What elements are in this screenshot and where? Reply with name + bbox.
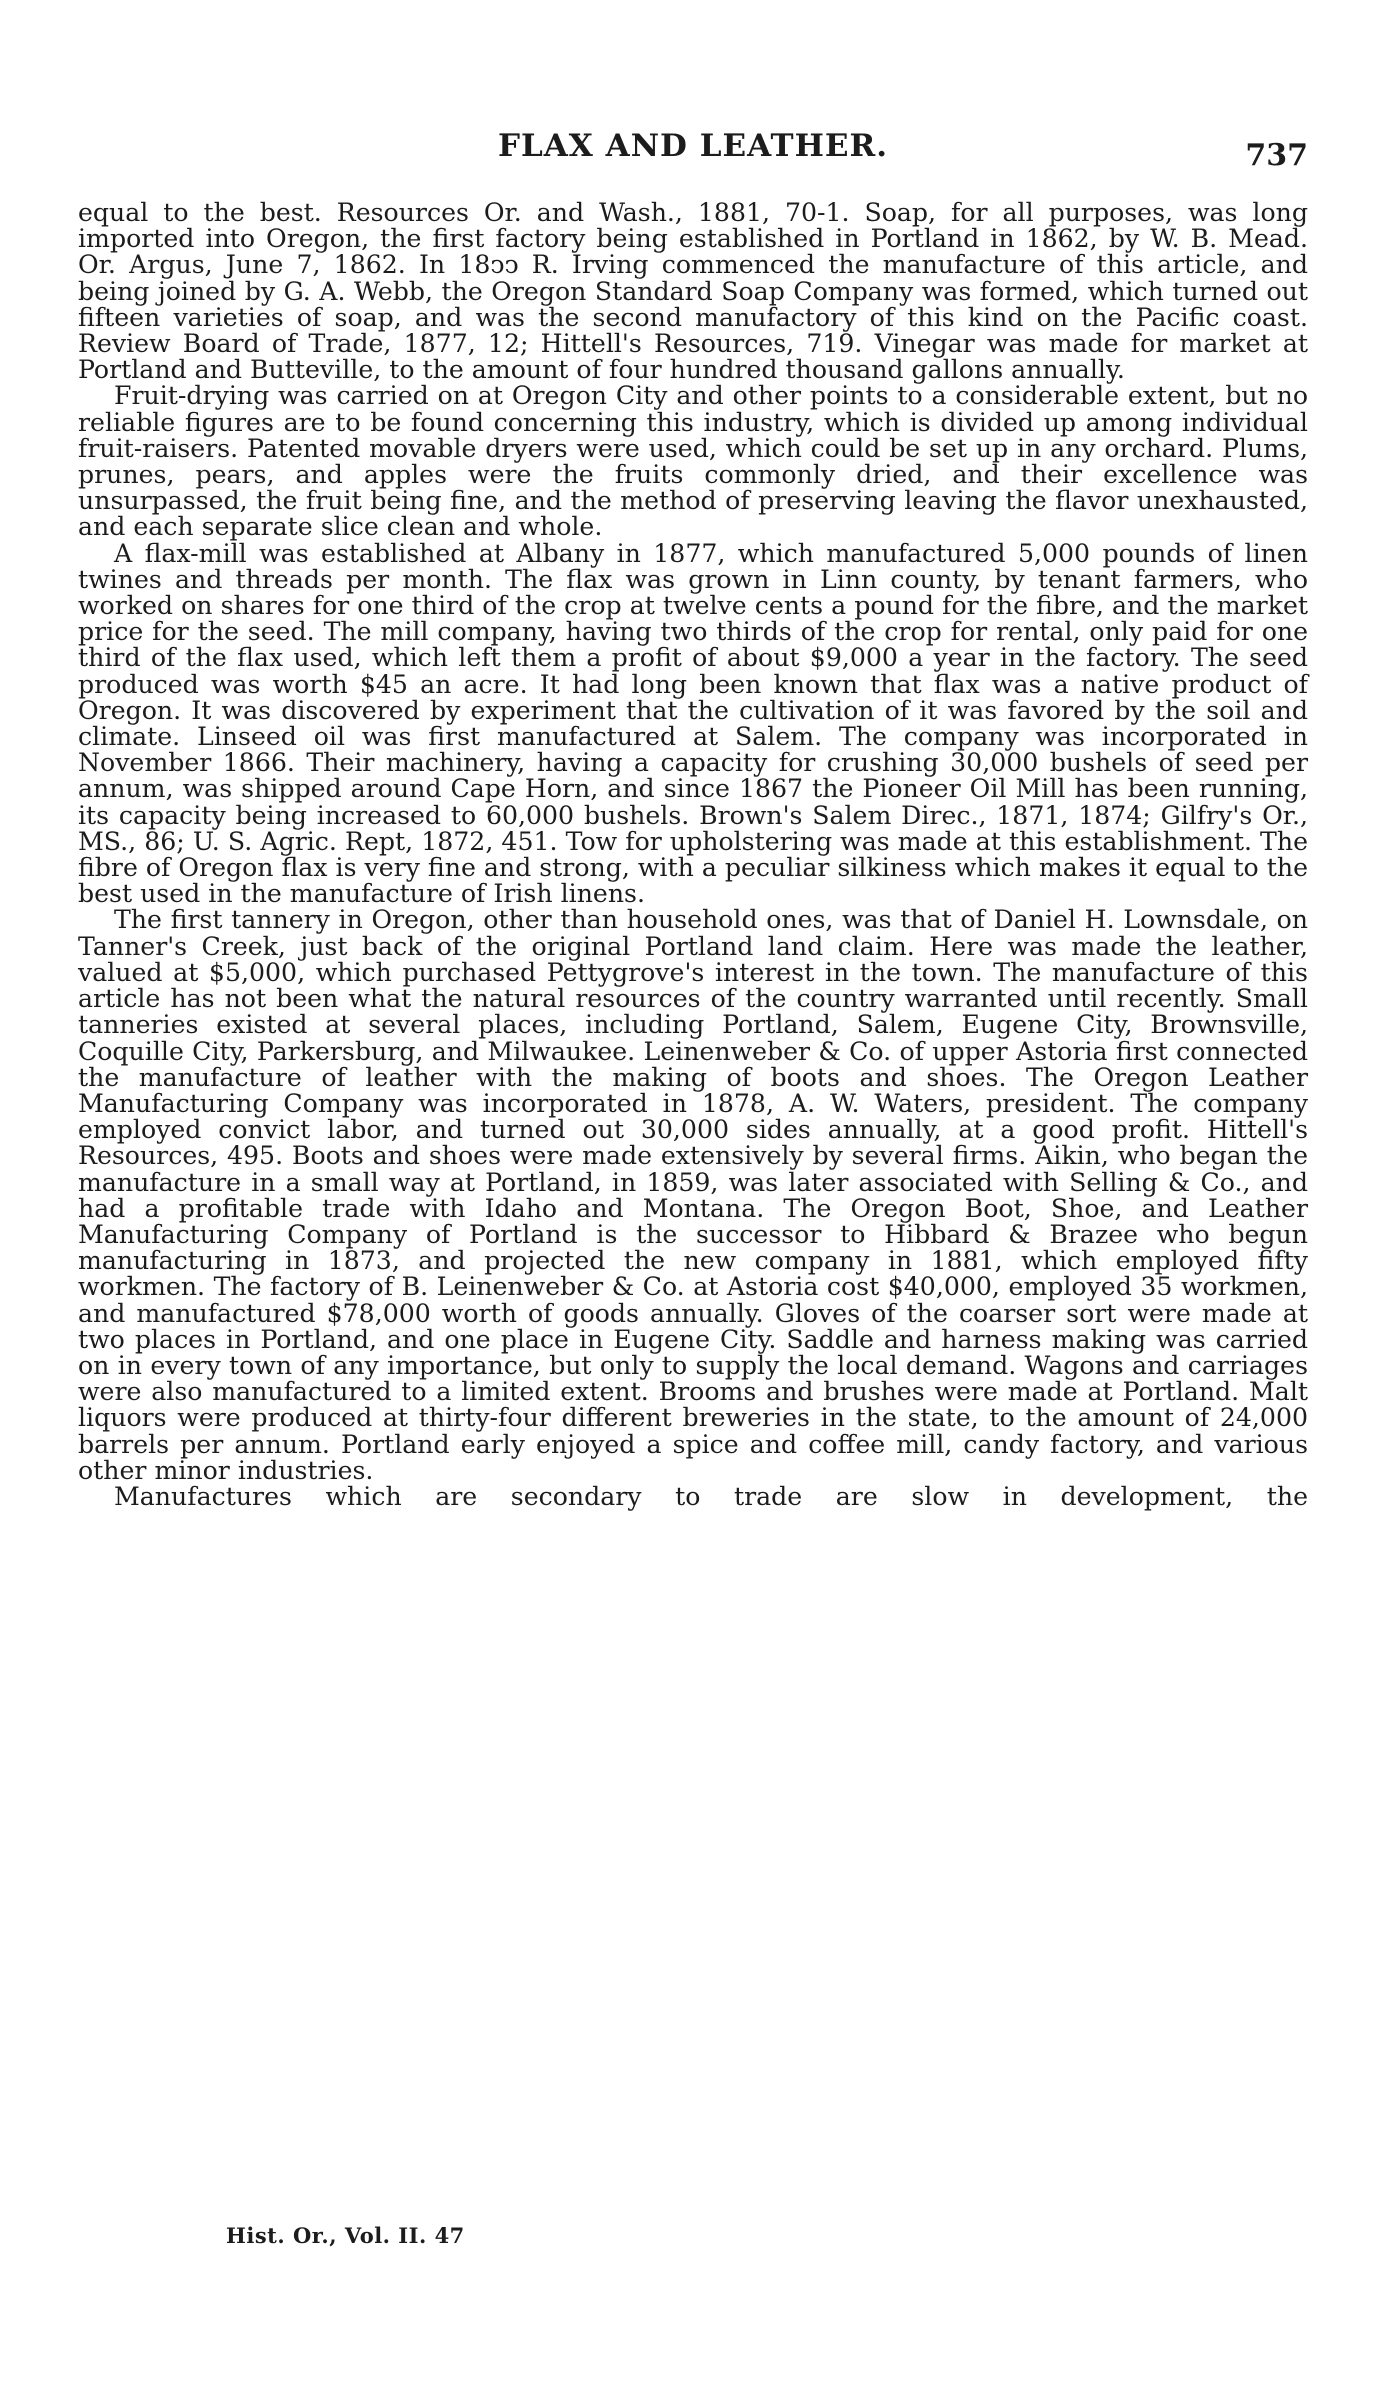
paragraph-tannery: The first tannery in Oregon, other than household ones, was that of Daniel H. Lownsdale, on Tanner's Creek, just back of the original Portland land claim. Here was made the leather, valued at $5,000, which purchased Pettygrove's interest in the town. The manufacture of this article has not been what the natural resources of the country warranted until recently. Small tanneries existed at several places, including Portland, Salem, Eugene City, Brownsville, Coquille City, Parkersburg, and Milwaukee. Leinenweber & Co. of upper Astoria first connected the manufacture of leather with the making of boots and shoes. The Oregon Leather Manufacturing Company was incorporated in 1878, A. W. Waters, president. The company employed convict labor, and turned out 30,000 sides annually, at a good profit. Hittell's Resources, 495. Boots and shoes were made extensively by several firms. Aikin, who began the manufacture in a small way at Portland, in 1859, was later associated with Selling & Co., and had a profitable trade with Idaho and Montana. The Oregon Boot, Shoe, and Leather Manufacturing Company of Portland is the successor to Hibbard & Brazee who begun manufacturing in 1873, and projected the new company in 1881, which employed fifty workmen. The factory of B. Leinenweber & Co. at Astoria cost $40,000, employed 35 workmen, and manufactured $78,000 worth of goods annually. Gloves of the coarser sort were made at two places in Portland, and one place in Eugene City. Saddle and harness making was carried on in every town of any importance, but only to supply the local demand. Wagons and carriages were also manufactured to a limited extent. Brooms and brushes were made at Portland. Malt liquors were produced at thirty-four different breweries in the state, to the amount of 24,000 barrels per annum. Portland early enjoyed a spice and coffee mill, candy factory, and various other minor industries. [78, 905, 1308, 1485]
book-page [78, 0, 1308, 2404]
paragraph-soap-vinegar: equal to the best. Resources Or. and Wash., 1881, 70-1. Soap, for all purposes, was long imported into Oregon, the first factory being established in Portland in 1862, by W. B. Mead. Or. Argus, June 7, 1862. In 18ↄↄ R. Irving commenced the manufacture of this article, and being joined by G. A. Webb, the Oregon Standard Soap Company was formed, which turned out fifteen varieties of soap, and was the second manufactory of this kind on the Pacific coast. Review Board of Trade, 1877, 12; Hittell's Resources, 719. Vinegar was made for market at Portland and Butteville, to the amount of four hundred thousand gallons annually. [78, 198, 1308, 385]
running-head [78, 128, 1308, 178]
paragraph-flax-mill: A flax-mill was established at Albany in 1877, which manufactured 5,000 pounds of linen twines and threads per month. The flax was grown in Linn county, by tenant farmers, who worked on shares for one third of the crop at twelve cents a pound for the fibre, and the market price for the seed. The mill company, having two thirds of the crop for rental, only paid for one third of the flax used, which left them a profit of about $9,000 a year in the factory. The seed produced was worth $45 an acre. It had long been known that flax was a native product of Oregon. It was discovered by experiment that the cultivation of it was favored by the soil and climate. Linseed oil was first manufactured at Salem. The company was incorporated in November 1866. Their machinery, having a capacity for crushing 30,000 bushels of seed per annum, was shipped around Cape Horn, and since 1867 the Pioneer Oil Mill has been running, its capacity being increased to 60,000 bushels. Brown's Salem Direc., 1871, 1874; Gilfry's Or., MS., 86; U. S. Agric. Rept, 1872, 451. Tow for upholstering was made at this establishment. The fibre of Oregon flax is very fine and strong, with a peculiar silkiness which makes it equal to the best used in the manufacture of Irish linens. [78, 538, 1308, 909]
body-text [78, 200, 1308, 1510]
paragraph-manufactures: Manufactures which are secondary to trade are slow in development, the [114, 1481, 1308, 1511]
paragraph-fruit-drying: Fruit-drying was carried on at Oregon City and other points to a considerable extent, but no reliable figures are to be found concerning this industry, which is divided up among individual fruit-raisers. Patented movable dryers were used, which could be set up in any orchard. Plums, prunes, pears, and apples were the fruits commonly dried, and their excellence was unsurpassed, the fruit being fine, and the method of preserving leaving the flavor unexhausted, and each separate slice clean and whole. [78, 381, 1308, 542]
signature-mark: Hist. Or., Vol. II. 47 [226, 2223, 465, 2248]
running-title: FLAX AND LEATHER. [497, 128, 889, 164]
page-number: 737 [1245, 138, 1308, 173]
